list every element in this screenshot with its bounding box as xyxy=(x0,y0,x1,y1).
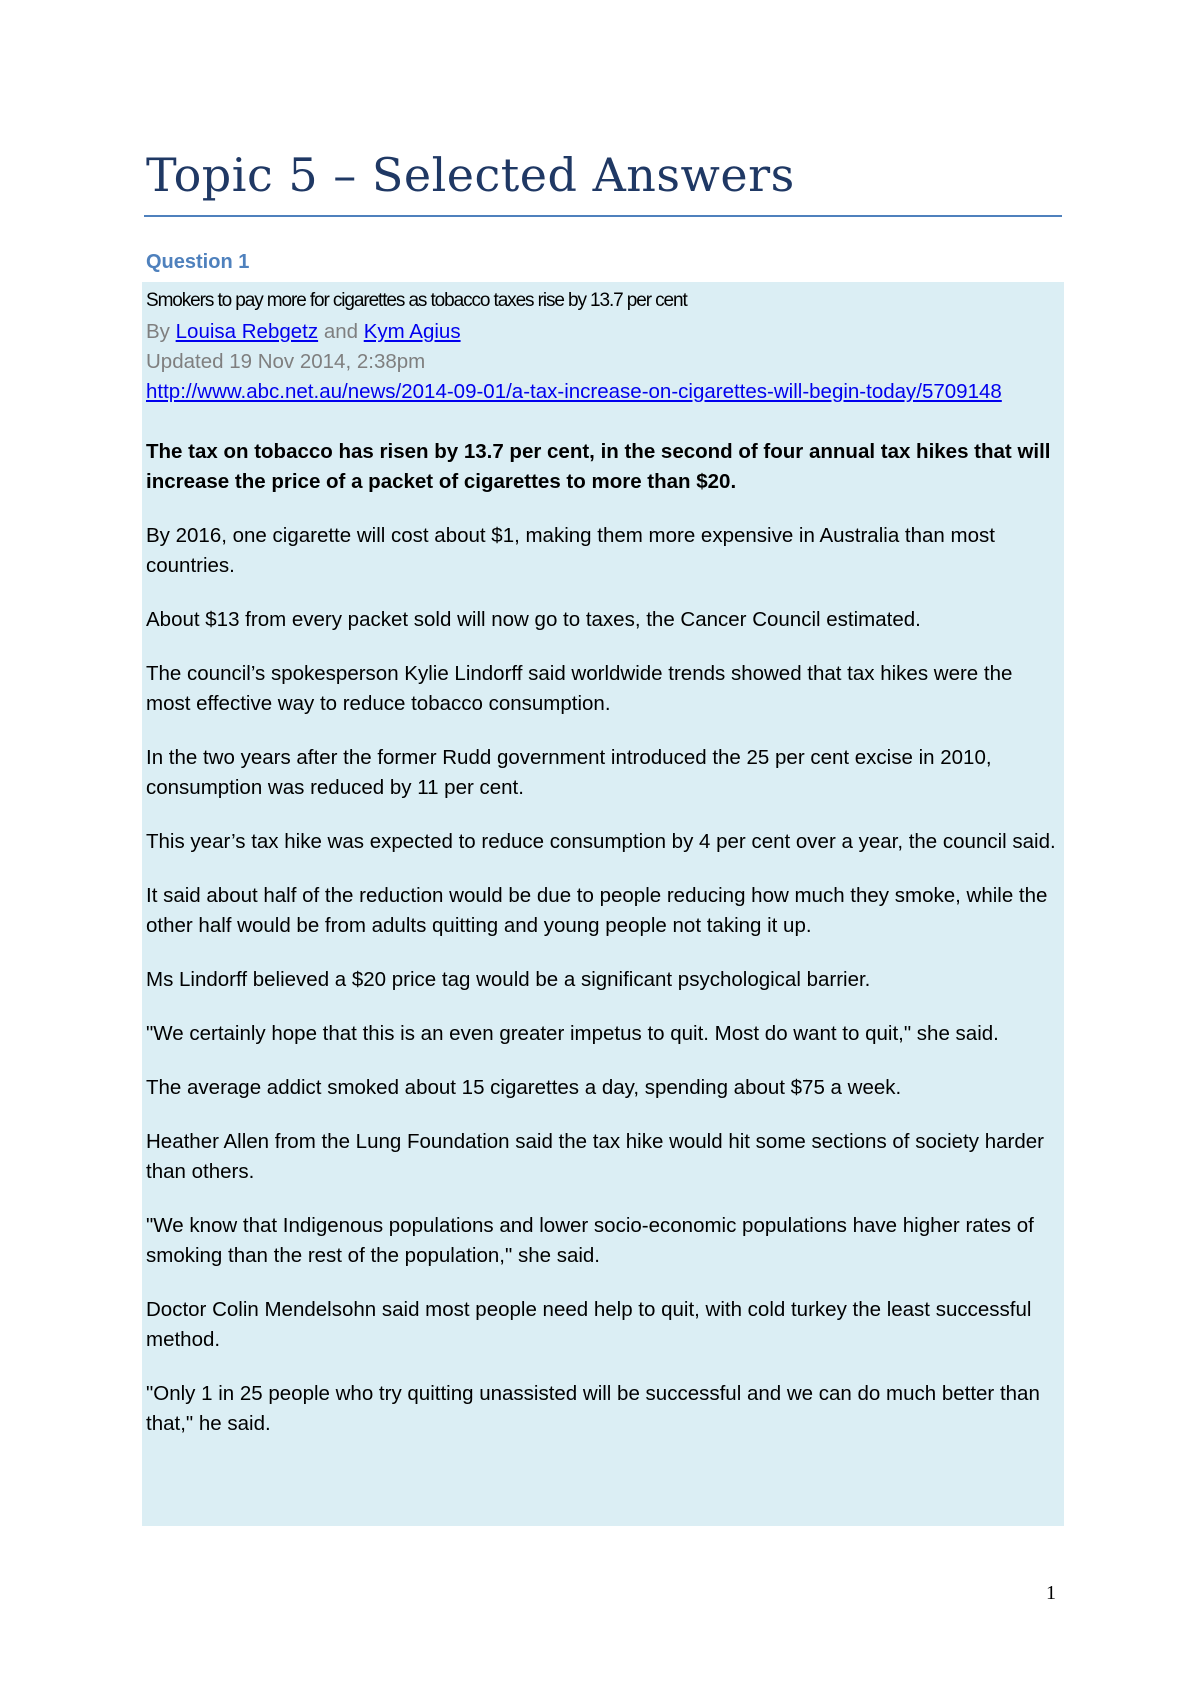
page-number: 1 xyxy=(1046,1582,1056,1604)
article-paragraph: By 2016, one cigarette will cost about $1, making them more expensive in Australia than most countries. xyxy=(146,524,995,577)
article-paragraph: About $13 from every packet sold will now go to taxes, the Cancer Council estimated. xyxy=(146,608,921,631)
question-heading: Question 1 xyxy=(146,251,250,273)
article-lead: The tax on tobacco has risen by 13.7 per cent, in the second of four annual tax hikes that will increase the price of a packet of cigarettes to more than $20. xyxy=(146,440,1051,493)
article-paragraph: "Only 1 in 25 people who try quitting unassisted will be successful and we can do much better than that," he said. xyxy=(146,1382,1040,1435)
article-paragraph: Ms Lindorff believed a $20 price tag would be a significant psychological barrier. xyxy=(146,968,871,991)
article-paragraph: The council’s spokesperson Kylie Lindorff said worldwide trends showed that tax hikes were the most effective way to reduce tobacco consumption. xyxy=(146,662,1013,715)
article-paragraph: The average addict smoked about 15 cigarettes a day, spending about $75 a week. xyxy=(146,1076,902,1099)
article-paragraph: This year’s tax hike was expected to reduce consumption by 4 per cent over a year, the council said. xyxy=(146,830,1056,853)
article-paragraph: "We know that Indigenous populations and lower socio-economic populations have higher rates of smoking than the rest of the population," she said. xyxy=(146,1214,1034,1267)
author-link-1[interactable]: Louisa Rebgetz xyxy=(175,320,319,343)
article-paragraph: It said about half of the reduction would be due to people reducing how much they smoke, while the other half would be from adults quitting and young people not taking it up. xyxy=(146,884,1048,937)
page-title: Topic 5 – Selected Answers xyxy=(146,148,795,202)
article-excerpt xyxy=(142,282,1064,1526)
article-url-link[interactable]: http://www.abc.net.au/news/2014-09-01/a-tax-increase-on-cigarettes-will-begin-today/5709148 xyxy=(146,380,1002,403)
byline-and: and xyxy=(323,320,359,343)
byline-prefix: By xyxy=(146,320,170,343)
article-paragraph: Heather Allen from the Lung Foundation said the tax hike would hit some sections of society harder than others. xyxy=(146,1130,1044,1183)
article-updated: Updated 19 Nov 2014, 2:38pm xyxy=(146,350,426,373)
title-divider xyxy=(144,215,1062,217)
article-headline: Smokers to pay more for cigarettes as tobacco taxes rise by 13.7 per cent xyxy=(146,290,687,311)
article-paragraph: Doctor Colin Mendelsohn said most people need help to quit, with cold turkey the least successful method. xyxy=(146,1298,1032,1351)
article-byline xyxy=(146,317,1058,347)
article-paragraph: In the two years after the former Rudd government introduced the 25 per cent excise in 2010, consumption was reduced by 11 per cent. xyxy=(146,746,992,799)
author-link-2[interactable]: Kym Agius xyxy=(363,320,461,343)
article-paragraph: "We certainly hope that this is an even greater impetus to quit. Most do want to quit," she said. xyxy=(146,1022,999,1045)
